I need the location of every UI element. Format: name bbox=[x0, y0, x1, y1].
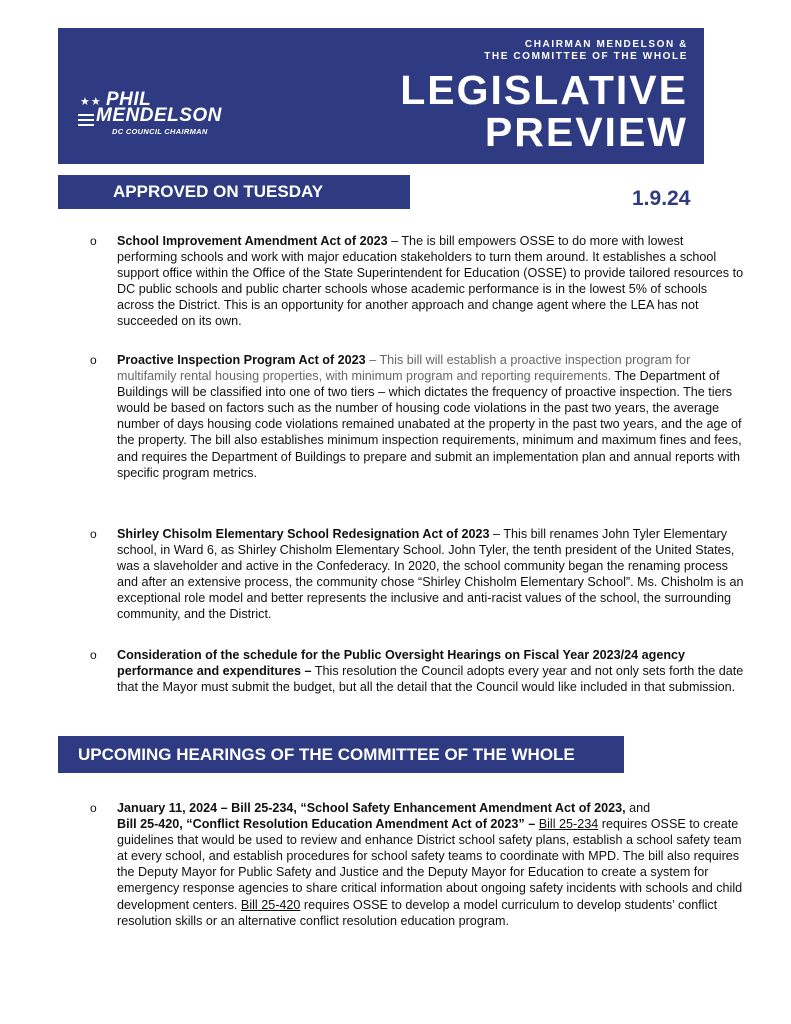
header-title-2: PREVIEW bbox=[484, 109, 688, 155]
section-hearings-heading: UPCOMING HEARINGS OF THE COMMITTEE OF THE WHOLE bbox=[58, 736, 624, 773]
list-item bbox=[90, 800, 745, 929]
logo-subtitle: DC COUNCIL CHAIRMAN bbox=[112, 127, 208, 136]
bill-link-25-420[interactable]: Bill 25-420 bbox=[240, 897, 301, 912]
item-title: Consideration of the schedule for the Public Oversight Hearings on Fiscal Year 2023/24 agency performance and expenditures – bbox=[117, 648, 686, 679]
item-text: The Department of Buildings will be classified into one of two tiers – which dictates the frequency of proactive inspection. The tiers would be based on factors such as the number of housing code violations in the past two years, the average number of days housing code violations remained unabated at the property in the past two years, and the age of the property. The bill also establishes minimum inspection requirements, minimum and maximum fines and fees, and requires the Department of Buildings to prepare and submit an implementation plan and annual reports with specific program metrics. bbox=[117, 369, 742, 480]
hearing-text-2: requires OSSE to develop a model curriculum to develop students’ conflict resolution skills or an alternative conflict resolution education program. bbox=[117, 897, 718, 928]
list-item bbox=[90, 352, 745, 481]
header-title-block bbox=[400, 39, 688, 153]
hearing-title-2: Bill 25-420, “Conflict Resolution Education Amendment Act of 2023” – bbox=[117, 817, 536, 832]
item-title: Shirley Chisolm Elementary School Redesignation Act of 2023 bbox=[117, 527, 490, 541]
list-item bbox=[90, 233, 745, 330]
issue-date: 1.9.24 bbox=[632, 187, 691, 210]
bill-link-25-234[interactable]: Bill 25-234 bbox=[538, 817, 599, 832]
list-item bbox=[90, 526, 745, 623]
item-text-gray: – This bill will establish a proactive inspection program for multifamily rental housing properties, with minimum program and reporting requirements. bbox=[117, 353, 691, 384]
logo-stripes-icon bbox=[78, 114, 94, 129]
item-text: This resolution the Council adopts every year and not only sets forth the date that the Mayor must submit the budget, but all the detail that the Council would like included in that submission. bbox=[117, 664, 744, 695]
item-text: – The is bill empowers OSSE to do more with lowest performing schools and work with major education stakeholders to turn them around. It establishes a school support office within the Office of the State Superintendent for Education (OSSE) to provide tailored resources to DC public schools and public charter schools whose academic performance is in the lowest 5% of schools across the District. This is an opportunity for another approach and change agent where the LEA has not succeeded on its own. bbox=[117, 234, 744, 329]
header-subtitle-1: CHAIRMAN MENDELSON & bbox=[524, 39, 688, 50]
hearing-and: and bbox=[625, 801, 651, 815]
logo-name-last: MENDELSON bbox=[96, 105, 222, 126]
logo-stars-icon: ★★ bbox=[80, 96, 102, 108]
phil-mendelson-logo bbox=[78, 89, 222, 136]
section-approved-heading: APPROVED ON TUESDAY bbox=[58, 175, 410, 209]
list-item bbox=[90, 647, 745, 695]
bullet-icon: o bbox=[90, 527, 97, 541]
bullet-icon: o bbox=[90, 353, 97, 367]
bullet-icon: o bbox=[90, 234, 97, 248]
header-banner bbox=[58, 28, 704, 164]
item-text: – This bill renames John Tyler Elementary school, in Ward 6, as Shirley Chisholm Elementary School. John Tyler, the tenth president of the United States, was a slaveholder and active in the Confederacy. In 2020, the school community began the renaming process and after an extensive process, the community chose “Shirley Chisholm Elementary School”. Ms. Chisholm is an exceptional role model and better represents the inclusive and anti-racist values of the school, the surrounding community, and the District. bbox=[117, 527, 744, 622]
header-subtitle-2: THE COMMITTEE OF THE WHOLE bbox=[484, 51, 688, 62]
hearing-text-1: requires OSSE to create guidelines that would be used to review and enhance District school safety plans, establish a school safety team at every school, and establish procedures for school safety teams to coordinate with MPD. The bill also requires the Deputy Mayor for Public Safety and Justice and the Deputy Mayor for Education to create a system for emergency response agencies to share critical information about ongoing safety incidents with schools and child development centers. bbox=[117, 817, 743, 912]
hearing-title-1: January 11, 2024 – Bill 25-234, “School Safety Enhancement Amendment Act of 2023, bbox=[117, 801, 626, 815]
bullet-icon: o bbox=[90, 648, 97, 662]
logo-name-first: PHIL bbox=[106, 89, 152, 110]
header-title-1: LEGISLATIVE bbox=[400, 67, 688, 113]
bullet-icon: o bbox=[90, 801, 97, 815]
item-title: School Improvement Amendment Act of 2023 bbox=[117, 234, 388, 248]
item-title: Proactive Inspection Program Act of 2023 bbox=[117, 353, 366, 367]
